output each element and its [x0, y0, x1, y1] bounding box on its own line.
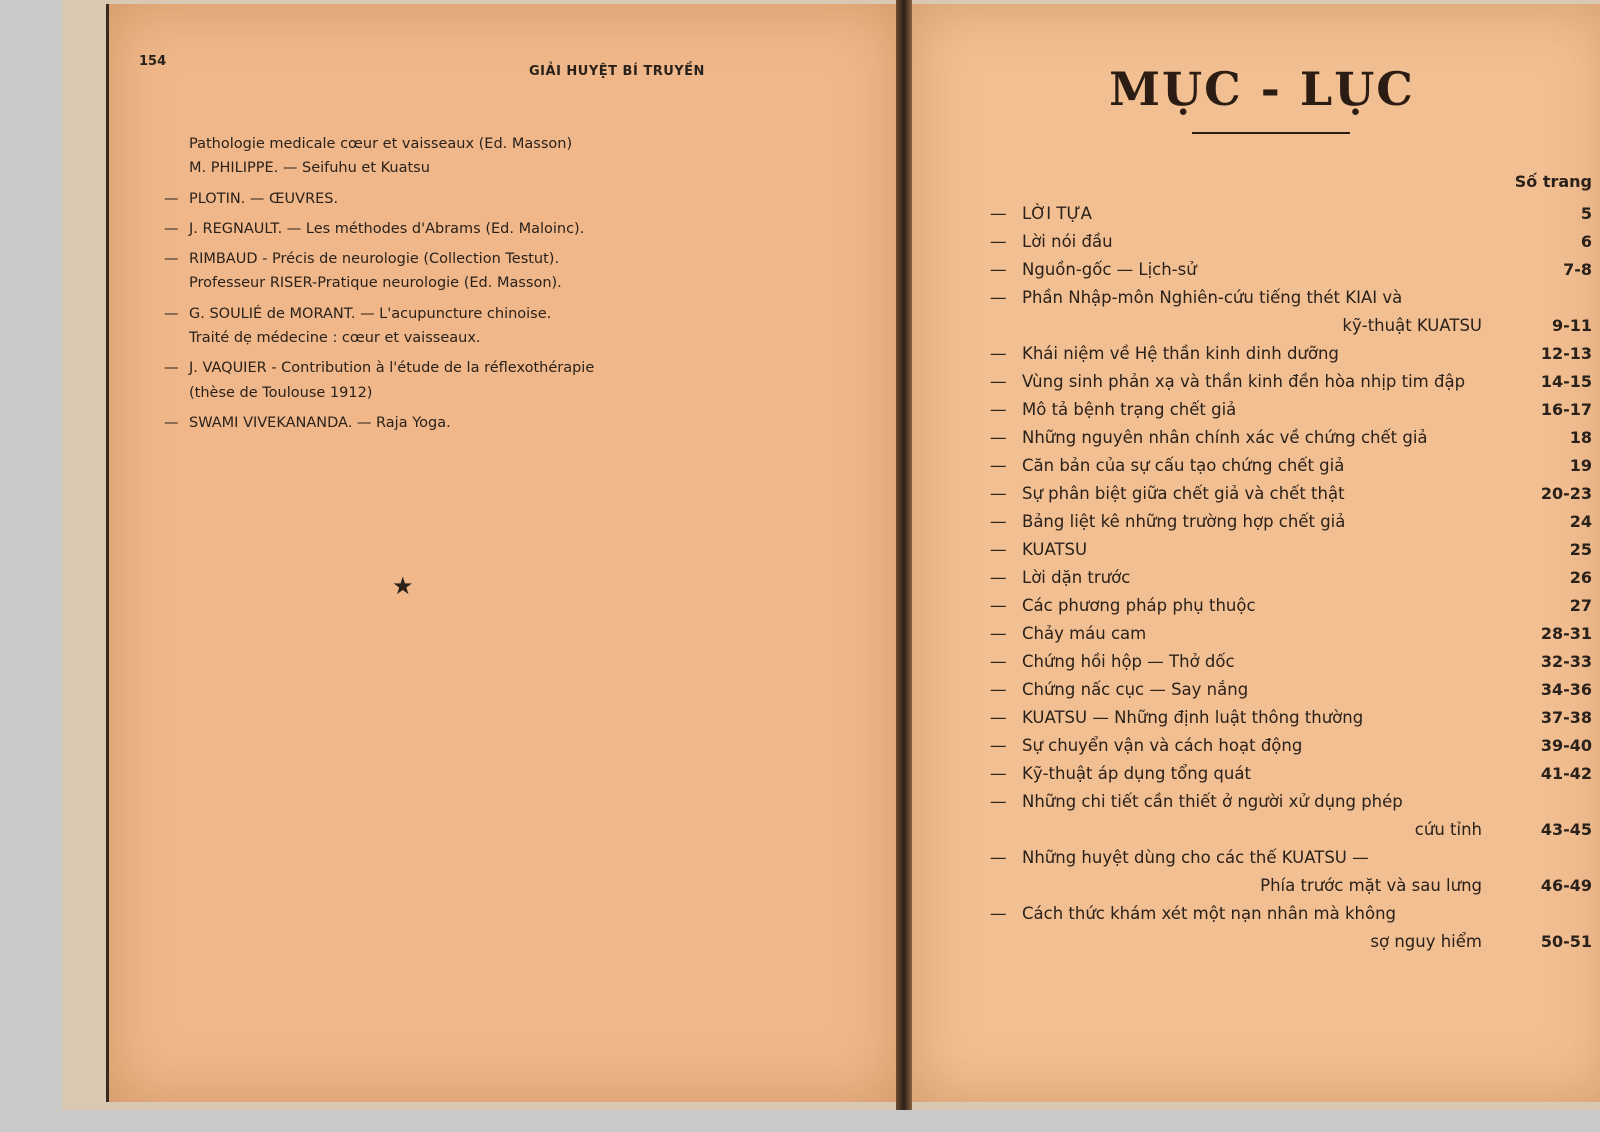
entry-text: J. VAQUIER - Contribution à l'étude de la réflexothérapie: [189, 360, 595, 377]
toc-dash: —: [990, 540, 1007, 559]
entry-dash: —: [164, 360, 179, 377]
bibliography-entry: [164, 217, 864, 241]
toc-entry: [990, 340, 1592, 368]
bibliography-entry: [164, 302, 864, 326]
entry-dash: —: [164, 305, 179, 322]
toc-entry-title: Chứng hồi hộp — Thở dốc: [1022, 652, 1235, 671]
bibliography-entry: [164, 381, 864, 405]
right-page: [912, 4, 1600, 1102]
toc-dash: —: [990, 568, 1007, 587]
toc-entry: [990, 620, 1592, 648]
toc-entry-title: Những chi tiết cần thiết ở người xử dụng phép: [1022, 792, 1403, 811]
toc-dash: —: [990, 848, 1007, 867]
toc-entry: [990, 480, 1592, 508]
toc-entry: [990, 284, 1592, 340]
toc-entry-title-continued: Phía trước mặt và sau lưng: [1260, 876, 1482, 895]
bibliography-entry: [164, 326, 864, 350]
page-column-heading: Số trang: [1514, 172, 1592, 191]
toc-page-number: 34-36: [1540, 680, 1592, 699]
toc-entry-title: Chảy máu cam: [1022, 624, 1147, 643]
toc-entry: [990, 788, 1592, 844]
bibliography-entry: [164, 132, 864, 156]
toc-entry-title-continued: sợ nguy hiểm: [1370, 932, 1482, 951]
entry-text: RIMBAUD - Précis de neurologie (Collection Testut).: [189, 251, 560, 268]
toc-page-number: 7-8: [1563, 260, 1592, 279]
toc-entry: [990, 676, 1592, 704]
toc-dash: —: [990, 428, 1007, 447]
toc-title: MỤC - LỤC: [1109, 62, 1415, 116]
toc-entry-title: Các phương pháp phụ thuộc: [1022, 596, 1256, 615]
star-ornament: ★: [392, 572, 414, 600]
toc-entry: [990, 564, 1592, 592]
toc-entry-title: Sự chuyển vận và cách hoạt động: [1022, 736, 1303, 755]
toc-entry-title: Khái niệm về Hệ thần kinh dinh dưỡng: [1022, 344, 1339, 363]
book-gutter: [896, 0, 912, 1110]
entry-text: (thèse de Toulouse 1912): [189, 384, 373, 401]
bibliography-entry: [164, 187, 864, 211]
toc-entry: [990, 256, 1592, 284]
toc-page-number: 37-38: [1540, 708, 1592, 727]
toc-dash: —: [990, 708, 1007, 727]
toc-entry-title: Nguồn-gốc — Lịch-sử: [1022, 260, 1197, 279]
toc-entry: [990, 704, 1592, 732]
toc-dash: —: [990, 680, 1007, 699]
entry-text: G. SOULIÉ de MORANT. — L'acupuncture chinoise.: [189, 305, 552, 322]
toc-page-number: 26: [1569, 568, 1592, 587]
toc-page-number: 20-23: [1540, 484, 1592, 503]
toc-dash: —: [990, 512, 1007, 531]
toc-dash: —: [990, 372, 1007, 391]
toc-entry: [990, 368, 1592, 396]
entry-dash: —: [164, 414, 179, 431]
toc-page-number: 9-11: [1551, 316, 1592, 335]
toc-entry: [990, 536, 1592, 564]
toc-page-number: 41-42: [1540, 764, 1592, 783]
toc-entry: [990, 732, 1592, 760]
toc-entry-title: Mô tả bệnh trạng chết giả: [1022, 400, 1237, 419]
toc-page-number: 46-49: [1540, 876, 1592, 895]
toc-entry-title-continued: kỹ-thuật KUATSU: [1342, 316, 1482, 335]
toc-page-number: 50-51: [1540, 932, 1592, 951]
toc-dash: —: [990, 764, 1007, 783]
toc-entry: [990, 452, 1592, 480]
toc-entry: [990, 900, 1592, 956]
toc-dash: —: [990, 484, 1007, 503]
toc-dash: —: [990, 344, 1007, 363]
table-of-contents: [990, 200, 1592, 956]
toc-dash: —: [990, 400, 1007, 419]
toc-entry-title: LỜI TỰA: [1022, 204, 1092, 223]
toc-dash: —: [990, 456, 1007, 475]
toc-entry-title: Phần Nhập-môn Nghiên-cứu tiếng thét KIAI và: [1022, 288, 1403, 307]
bibliography-entry: [164, 156, 864, 180]
entry-text: PLOTIN. — ŒUVRES.: [189, 190, 339, 207]
entry-dash: —: [164, 251, 179, 268]
toc-page-number: 43-45: [1540, 820, 1592, 839]
entry-dash: —: [164, 220, 179, 237]
toc-entry: [990, 648, 1592, 676]
entry-text: SWAMI VIVEKANANDA. — Raja Yoga.: [189, 414, 451, 431]
toc-page-number: 6: [1580, 232, 1592, 251]
toc-entry: [990, 508, 1592, 536]
toc-entry: [990, 200, 1592, 228]
running-head: GIẢI HUYỆT BÍ TRUYỀN: [529, 64, 705, 79]
toc-entry-title: Vùng sinh phản xạ và thần kinh đền hòa nhịp tim đập: [1022, 372, 1466, 391]
toc-dash: —: [990, 204, 1007, 223]
toc-entry-title: KUATSU: [1022, 540, 1088, 559]
toc-entry-title: Sự phân biệt giữa chết giả và chết thật: [1022, 484, 1345, 503]
toc-entry: [990, 844, 1592, 900]
toc-page-number: 27: [1569, 596, 1592, 615]
toc-entry-title: Kỹ-thuật áp dụng tổng quát: [1022, 764, 1251, 783]
toc-dash: —: [990, 736, 1007, 755]
toc-entry-title: Bảng liệt kê những trường hợp chết giả: [1022, 512, 1346, 531]
toc-entry-title: Những huyệt dùng cho các thế KUATSU —: [1022, 848, 1369, 867]
entry-text: M. PHILIPPE. — Seifuhu et Kuatsu: [189, 160, 430, 177]
toc-entry: [990, 396, 1592, 424]
toc-entry: [990, 760, 1592, 788]
toc-entry-title: Lời nói đầu: [1022, 232, 1113, 251]
toc-page-number: 39-40: [1540, 736, 1592, 755]
bibliography-entry: [164, 356, 864, 380]
page-number: 154: [139, 54, 167, 69]
toc-dash: —: [990, 904, 1007, 923]
toc-entry-title: Cách thức khám xét một nạn nhân mà không: [1022, 904, 1397, 923]
toc-page-number: 18: [1569, 428, 1592, 447]
toc-page-number: 14-15: [1540, 372, 1592, 391]
toc-page-number: 19: [1569, 456, 1592, 475]
toc-dash: —: [990, 652, 1007, 671]
left-page: [106, 4, 899, 1102]
toc-dash: —: [990, 260, 1007, 279]
toc-entry-title: Lời dặn trước: [1022, 568, 1131, 587]
toc-dash: —: [990, 232, 1007, 251]
bibliography-list: [164, 132, 864, 435]
toc-page-number: 28-31: [1540, 624, 1592, 643]
toc-page-number: 12-13: [1540, 344, 1592, 363]
entry-text: Professeur RISER-Pratique neurologie (Ed. Masson).: [189, 275, 562, 292]
toc-entry-title: Chứng nấc cục — Say nắng: [1022, 680, 1249, 699]
toc-page-number: 24: [1569, 512, 1592, 531]
open-book: [62, 0, 1600, 1110]
title-divider: [1192, 132, 1350, 134]
toc-entry: [990, 424, 1592, 452]
toc-dash: —: [990, 596, 1007, 615]
toc-page-number: 16-17: [1540, 400, 1592, 419]
toc-page-number: 5: [1580, 204, 1592, 223]
entry-text: J. REGNAULT. — Les méthodes d'Abrams (Ed. Maloinc).: [189, 220, 585, 237]
toc-entry-title: KUATSU — Những định luật thông thường: [1022, 708, 1364, 727]
bibliography-entry: [164, 247, 864, 271]
toc-page-number: 32-33: [1540, 652, 1592, 671]
toc-page-number: 25: [1569, 540, 1592, 559]
bibliography-entry: [164, 271, 864, 295]
toc-entry: [990, 228, 1592, 256]
entry-dash: —: [164, 190, 179, 207]
toc-entry-title: Căn bản của sự cấu tạo chứng chết giả: [1022, 456, 1345, 475]
toc-entry-title-continued: cứu tỉnh: [1414, 820, 1482, 839]
toc-dash: —: [990, 792, 1007, 811]
entry-text: Pathologie medicale cœur et vaisseaux (Ed. Masson): [189, 136, 573, 152]
toc-entry: [990, 592, 1592, 620]
bibliography-entry: [164, 411, 864, 435]
toc-entry-title: Những nguyên nhân chính xác về chứng chết giả: [1022, 428, 1428, 447]
toc-dash: —: [990, 624, 1007, 643]
toc-dash: —: [990, 288, 1007, 307]
entry-text: Traité dẹ médecine : cœur et vaisseaux.: [189, 330, 481, 347]
